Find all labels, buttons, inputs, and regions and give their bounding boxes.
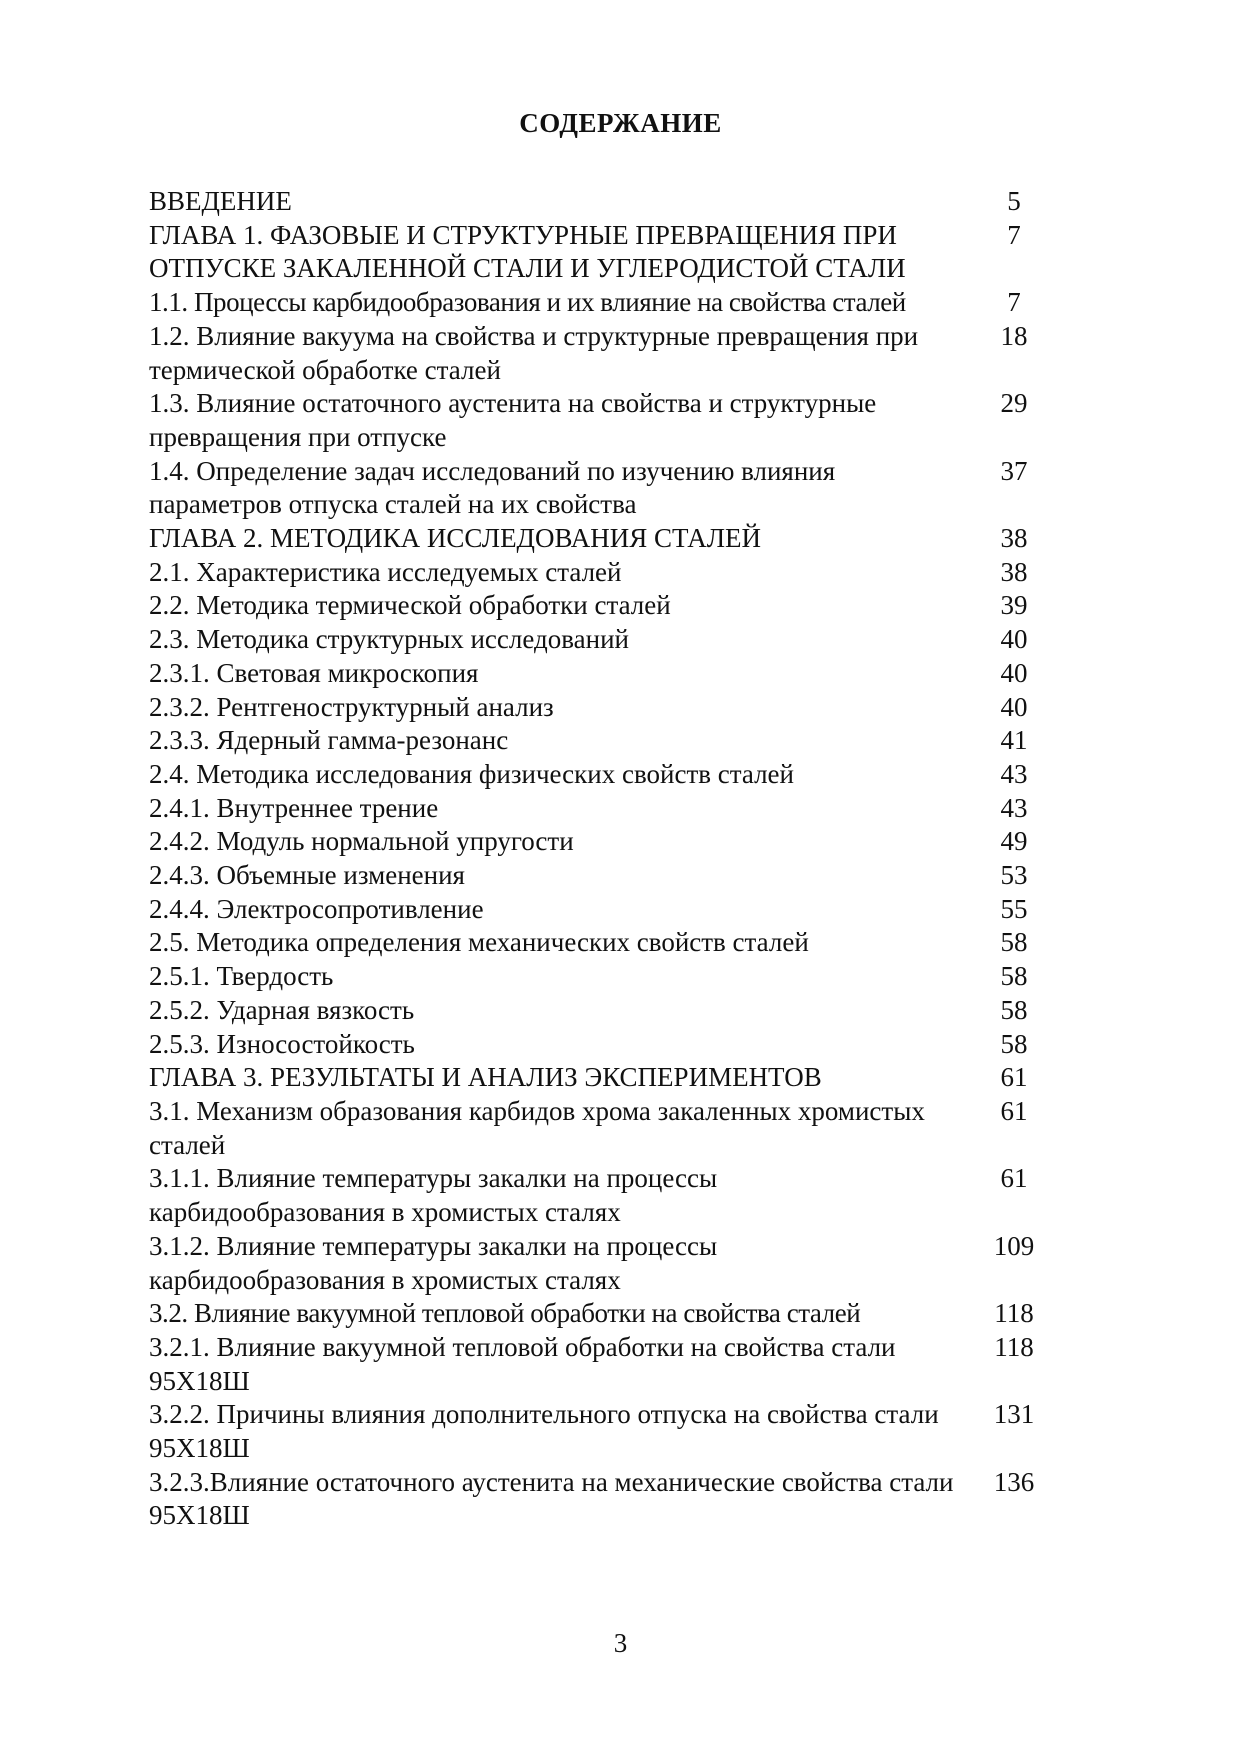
toc-entry[interactable] <box>149 1061 1069 1095</box>
toc-entry-text: ГЛАВА 1. ФАЗОВЫЕ И СТРУКТУРНЫЕ ПРЕВРАЩЕНИЯ ПРИ ОТПУСКЕ ЗАКАЛЕННОЙ СТАЛИ И УГЛЕРОДИСТОЙ СТАЛИ <box>149 219 906 284</box>
toc-entry-text: 2.1. Характеристика исследуемых сталей <box>149 556 622 587</box>
toc-entry[interactable] <box>149 556 1069 590</box>
toc-entry[interactable] <box>149 1331 1069 1398</box>
toc-entry-page: 58 <box>1000 961 1028 992</box>
toc-entry-page: 40 <box>1000 691 1028 722</box>
toc-entry-text: ГЛАВА 2. МЕТОДИКА ИССЛЕДОВАНИЯ СТАЛЕЙ <box>149 523 761 554</box>
toc-entry-page: 61 <box>1000 1163 1028 1194</box>
toc-entry[interactable] <box>149 691 1069 725</box>
toc-entry[interactable] <box>149 1297 1069 1331</box>
toc-entry-page: 43 <box>1000 792 1028 823</box>
toc-entry[interactable] <box>149 758 1069 792</box>
toc-entry-page: 131 <box>993 1399 1035 1430</box>
toc-entry-page: 40 <box>1000 624 1028 655</box>
toc-entry-page: 58 <box>1000 1028 1028 1059</box>
toc-entry-page: 53 <box>1000 860 1028 891</box>
toc-entry-text: 1.1. Процессы карбидообразования и их влияние на свойства сталей <box>149 287 906 318</box>
toc-entry-text: 2.3.3. Ядерный гамма-резонанс <box>149 725 509 756</box>
toc-entry[interactable] <box>149 792 1069 826</box>
toc-entry-text: 3.2.2. Причины влияния дополнительного отпуска на свойства стали 95Х18Ш <box>149 1399 939 1464</box>
toc-entry-text: 2.5. Методика определения механических свойств сталей <box>149 927 809 958</box>
toc-entry[interactable] <box>149 1095 1069 1162</box>
page-title: СОДЕРЖАНИЕ <box>519 108 722 138</box>
toc-entry[interactable] <box>149 724 1069 758</box>
toc-entry-text: 2.2. Методика термической обработки сталей <box>149 590 671 621</box>
toc-entry-page: 39 <box>1000 590 1028 621</box>
toc-entry[interactable] <box>149 219 1069 286</box>
toc-entry-text: 2.4. Методика исследования физических свойств сталей <box>149 758 794 789</box>
toc-entry[interactable] <box>149 522 1069 556</box>
toc-entry[interactable] <box>149 320 1069 387</box>
toc-entry-page: 136 <box>993 1466 1035 1497</box>
toc-entry[interactable] <box>149 1162 1069 1229</box>
toc-entry-text: 2.3.1. Световая микроскопия <box>149 657 479 688</box>
toc-entry-page: 58 <box>1000 927 1028 958</box>
toc-entry-page: 38 <box>1000 556 1028 587</box>
toc-entry[interactable] <box>149 825 1069 859</box>
table-of-contents <box>149 185 1069 1533</box>
toc-entry-page: 109 <box>993 1230 1035 1261</box>
toc-entry[interactable] <box>149 994 1069 1028</box>
toc-entry[interactable] <box>149 455 1069 522</box>
toc-entry-text: 2.4.4. Электросопротивление <box>149 893 484 924</box>
toc-entry[interactable] <box>149 1230 1069 1297</box>
toc-entry-page: 29 <box>1000 388 1028 419</box>
toc-entry-page: 61 <box>1000 1062 1028 1093</box>
toc-entry[interactable] <box>149 893 1069 927</box>
toc-entry-text: 3.2. Влияние вакуумной тепловой обработки на свойства сталей <box>149 1298 861 1329</box>
toc-entry-text: 1.3. Влияние остаточного аустенита на свойства и структурные превращения при отпуске <box>149 388 877 452</box>
toc-entry-page: 5 <box>1007 186 1021 216</box>
toc-entry[interactable] <box>149 286 1069 320</box>
toc-entry-text: 1.2. Влияние вакуума на свойства и структурные превращения при термической обработке сталей <box>149 320 919 385</box>
toc-entry-text: 3.1.1. Влияние температуры закалки на процессы карбидообразования в хромистых сталях <box>149 1163 718 1228</box>
toc-entry-page: 38 <box>1000 523 1028 554</box>
toc-entry-page: 18 <box>1000 320 1028 351</box>
toc-entry-page: 49 <box>1000 826 1028 857</box>
toc-entry-text: 2.5.1. Твердость <box>149 961 334 992</box>
toc-entry-text: 2.3. Методика структурных исследований <box>149 624 629 655</box>
toc-entry-text: ГЛАВА 3. РЕЗУЛЬТАТЫ И АНАЛИЗ ЭКСПЕРИМЕНТОВ <box>149 1062 822 1093</box>
toc-entry-text: 3.1. Механизм образования карбидов хрома закаленных хромистых сталей <box>149 1095 925 1160</box>
toc-entry[interactable] <box>149 1398 1069 1465</box>
toc-entry-page: 118 <box>994 1298 1034 1329</box>
toc-entry-text: ВВЕДЕНИЕ <box>149 186 292 216</box>
toc-entry[interactable] <box>149 859 1069 893</box>
toc-entry[interactable] <box>149 623 1069 657</box>
page-number: 3 <box>613 1628 628 1658</box>
toc-entry[interactable] <box>149 926 1069 960</box>
toc-entry-text: 1.4. Определение задач исследований по изучению влияния параметров отпуска сталей на их свойства <box>149 455 836 520</box>
toc-entry-text: 3.2.3.Влияние остаточного аустенита на механические свойства стали 95Х18Ш <box>149 1466 954 1531</box>
toc-entry-text: 3.1.2. Влияние температуры закалки на процессы карбидообразования в хромистых сталях <box>149 1230 718 1295</box>
toc-entry-text: 2.4.1. Внутреннее трение <box>149 792 439 823</box>
toc-entry-page: 118 <box>994 1331 1034 1362</box>
toc-entry[interactable] <box>149 185 1069 219</box>
toc-entry-page: 37 <box>1000 455 1028 486</box>
toc-entry[interactable] <box>149 1466 1069 1533</box>
toc-entry[interactable] <box>149 589 1069 623</box>
toc-entry-page: 7 <box>1007 219 1021 250</box>
toc-entry-text: 3.2.1. Влияние вакуумной тепловой обработки на свойства стали 95Х18Ш <box>149 1331 896 1396</box>
toc-entry-page: 61 <box>1000 1095 1028 1126</box>
toc-entry-page: 58 <box>1000 994 1028 1025</box>
toc-entry-page: 41 <box>1000 725 1028 756</box>
toc-entry[interactable] <box>149 657 1069 691</box>
toc-entry-page: 40 <box>1000 657 1028 688</box>
toc-entry-text: 2.3.2. Рентгеноструктурный анализ <box>149 691 554 722</box>
toc-entry[interactable] <box>149 960 1069 994</box>
toc-entry-text: 2.4.2. Модуль нормальной упругости <box>149 826 574 857</box>
toc-entry-page: 55 <box>1000 893 1028 924</box>
toc-entry[interactable] <box>149 387 1069 454</box>
toc-entry-text: 2.4.3. Объемные изменения <box>149 860 465 891</box>
toc-entry-page: 7 <box>1007 287 1021 318</box>
toc-entry-page: 43 <box>1000 758 1028 789</box>
toc-entry[interactable] <box>149 1028 1069 1062</box>
toc-entry-text: 2.5.2. Ударная вязкость <box>149 994 415 1025</box>
toc-entry-text: 2.5.3. Износостойкость <box>149 1028 415 1059</box>
